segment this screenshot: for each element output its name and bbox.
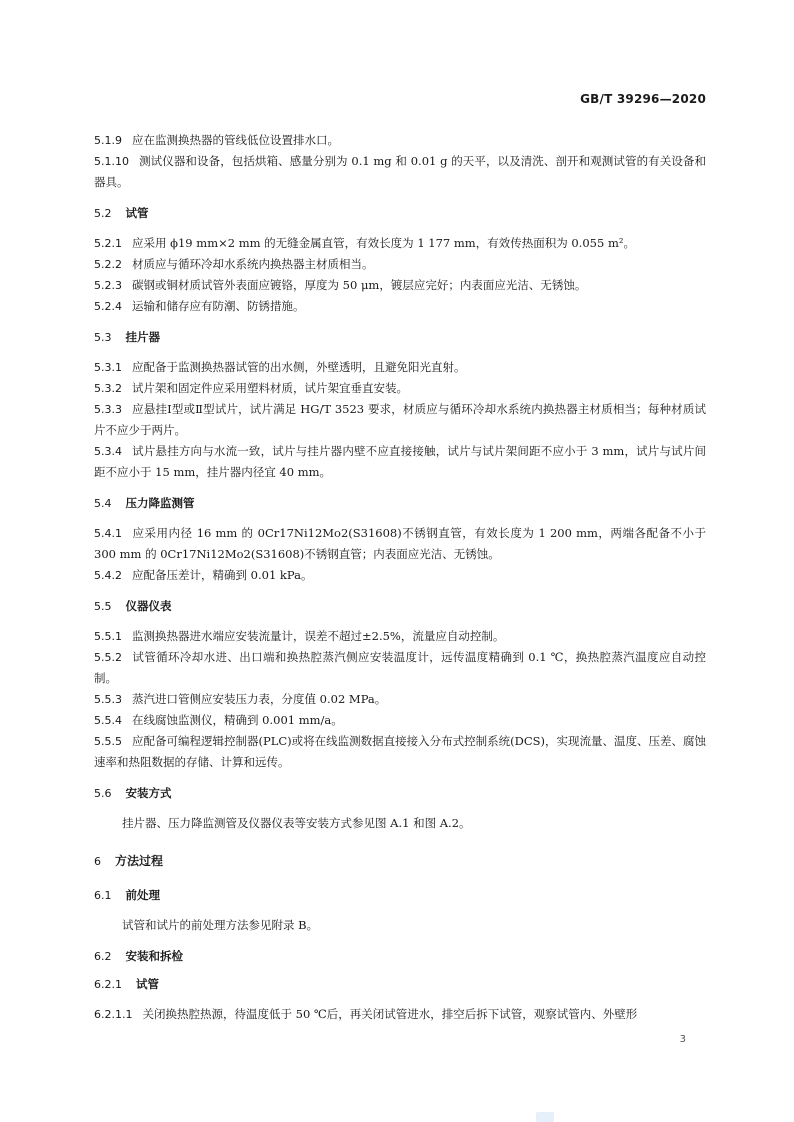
clause-5-3-3: 5.3.3 应悬挂Ⅰ型或Ⅱ型试片，试片满足 HG/T 3523 要求，材质应与循环冷却水系统内换热器主材质相当；每种材质试片不应少于两片。 (94, 402, 706, 437)
section-heading-5-6: 5.6 安装方式 (94, 786, 172, 800)
paragraph-pretreatment: 试管和试片的前处理方法参见附录 B。 (122, 918, 319, 932)
page-number: 3 (679, 1034, 686, 1045)
clause-5-2-2: 5.2.2 材质应与循环冷却水系统内换热器主材质相当。 (94, 257, 374, 271)
document-body (94, 130, 706, 1025)
clause-5-5-2: 5.5.2 试管循环冷却水进、出口端和换热腔蒸汽侧应安装温度计，远传温度精确到 0.1 ℃，换热腔蒸汽温度应自动控制。 (94, 650, 706, 685)
clause-5-3-2: 5.3.2 试片架和固定件应采用塑料材质，试片架宜垂直安装。 (94, 381, 408, 395)
section-heading-6-2-1: 6.2.1 试管 (94, 977, 159, 991)
section-heading-5-3: 5.3 挂片器 (94, 330, 160, 344)
clause-5-3-1: 5.3.1 应配备于监测换热器试管的出水侧，外壁透明，且避免阳光直射。 (94, 360, 466, 374)
clause-5-5-1: 5.5.1 监测换热器进水端应安装流量计，误差不超过±2.5%，流量应自动控制。 (94, 629, 505, 643)
clause-5-2-3: 5.2.3 碳钢或铜材质试管外表面应镀铬，厚度为 50 μm，镀层应完好；内表面应光洁、无锈蚀。 (94, 278, 587, 292)
standard-number: GB/T 39296—2020 (580, 92, 706, 106)
section-heading-5-5: 5.5 仪器仪表 (94, 599, 172, 613)
section-heading-5-4: 5.4 压力降监测管 (94, 496, 195, 510)
clause-5-5-4: 5.5.4 在线腐蚀监测仪，精确到 0.001 mm/a。 (94, 713, 343, 727)
scan-mark (536, 1112, 554, 1122)
clause-6-2-1-1: 6.2.1.1 关闭换热腔热源，待温度低于 50 ℃后，再关闭试管进水，排空后拆下试管，观察试管内、外壁形 (94, 1007, 638, 1021)
section-heading-6-2: 6.2 安装和拆检 (94, 949, 183, 963)
clause-5-2-4: 5.2.4 运输和储存应有防潮、防锈措施。 (94, 299, 305, 313)
clause-5-1-9: 5.1.9 应在监测换热器的管线低位设置排水口。 (94, 133, 339, 147)
section-heading-5-2: 5.2 试管 (94, 206, 149, 220)
clause-5-2-1: 5.2.1 应采用 ϕ19 mm×2 mm 的无缝金属直管，有效长度为 1 177 mm，有效传热面积为 0.055 m²。 (94, 236, 635, 250)
chapter-heading-6: 6 方法过程 (94, 854, 164, 868)
paragraph-installation: 挂片器、压力降监测管及仪器仪表等安装方式参见图 A.1 和图 A.2。 (122, 816, 471, 830)
clause-5-1-10: 5.1.10 测试仪器和设备，包括烘箱、感量分别为 0.1 mg 和 0.01 g 的天平，以及清洗、剖开和观测试管的有关设备和器具。 (94, 154, 706, 189)
section-heading-6-1: 6.1 前处理 (94, 888, 160, 902)
clause-5-5-3: 5.5.3 蒸汽进口管侧应安装压力表，分度值 0.02 MPa。 (94, 692, 387, 706)
clause-5-3-4: 5.3.4 试片悬挂方向与水流一致，试片与挂片器内壁不应直接接触，试片与试片架间距不应小于 3 mm，试片与试片间距不应小于 15 mm，挂片器内径宜 40 mm。 (94, 444, 706, 479)
clause-5-4-1: 5.4.1 应采用内径 16 mm 的 0Cr17Ni12Mo2(S31608)不锈钢直管，有效长度为 1 200 mm，两端各配备不小于 300 mm 的 0Cr17Ni12Mo2(S31608)不锈钢直管；内表面应光洁、无锈蚀。 (94, 526, 706, 561)
clause-5-4-2: 5.4.2 应配备压差计，精确到 0.01 kPa。 (94, 568, 313, 582)
clause-5-5-5: 5.5.5 应配备可编程逻辑控制器(PLC)或将在线监测数据直接接入分布式控制系统(DCS)，实现流量、温度、压差、腐蚀速率和热阻数据的存储、计算和远传。 (94, 734, 707, 769)
